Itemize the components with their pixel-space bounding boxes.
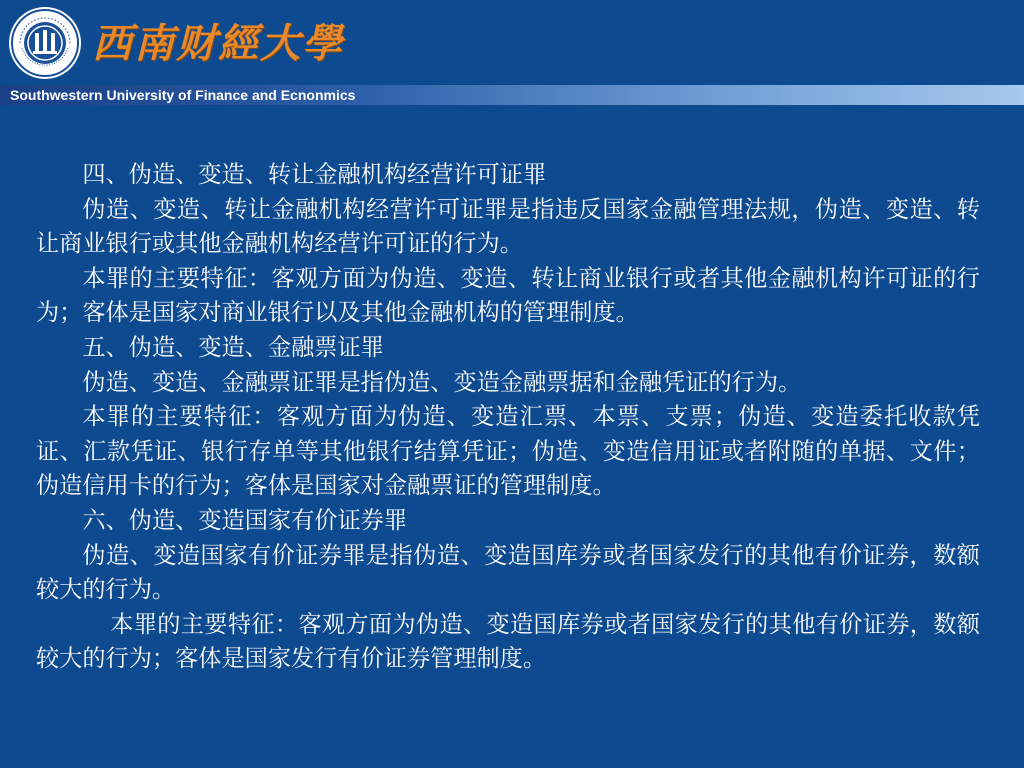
definition-paragraph-4: 伪造、变造、转让金融机构经营许可证罪是指违反国家金融管理法规，伪造、变造、转让商业银行或其他金融机构经营许可证的行为。 — [36, 195, 980, 258]
features-paragraph-4: 本罪的主要特征：客观方面为伪造、变造、转让商业银行或者其他金融机构许可证的行为；客体是国家对商业银行以及其他金融机构的管理制度。 — [36, 264, 980, 327]
section-heading-5: 五、伪造、变造、金融票证罪 — [82, 333, 384, 361]
university-name-chinese: 西南财經大學 — [92, 20, 344, 67]
university-seal-logo — [8, 6, 82, 80]
features-paragraph-5: 本罪的主要特征：客观方面为伪造、变造汇票、本票、支票；伪造、变造委托收款凭证、汇款凭证、银行存单等其他银行结算凭证；伪造、变造信用证或者附随的单据、文件；伪造信用卡的行为；客体是国家对金融票证的管理制度。 — [36, 403, 980, 500]
slide-header — [0, 0, 1024, 85]
definition-paragraph-6: 伪造、变造国家有价证券罪是指伪造、变造国库券或者国家发行的其他有价证券，数额较大的行为。 — [36, 541, 980, 604]
university-banner — [0, 85, 1024, 105]
definition-paragraph-5: 伪造、变造、金融票证罪是指伪造、变造金融票据和金融凭证的行为。 — [82, 368, 802, 396]
features-paragraph-6: 本罪的主要特征：客观方面为伪造、变造国库券或者国家发行的其他有价证券，数额较大的行为；客体是国家发行有价证券管理制度。 — [36, 610, 980, 673]
university-name-english: Southwestern University of Finance and Ecnonmics — [10, 87, 356, 103]
section-heading-4: 四、伪造、变造、转让金融机构经营许可证罪 — [82, 161, 547, 188]
slide-body — [36, 158, 980, 677]
section-heading-6: 六、伪造、变造国家有价证券罪 — [82, 506, 408, 534]
